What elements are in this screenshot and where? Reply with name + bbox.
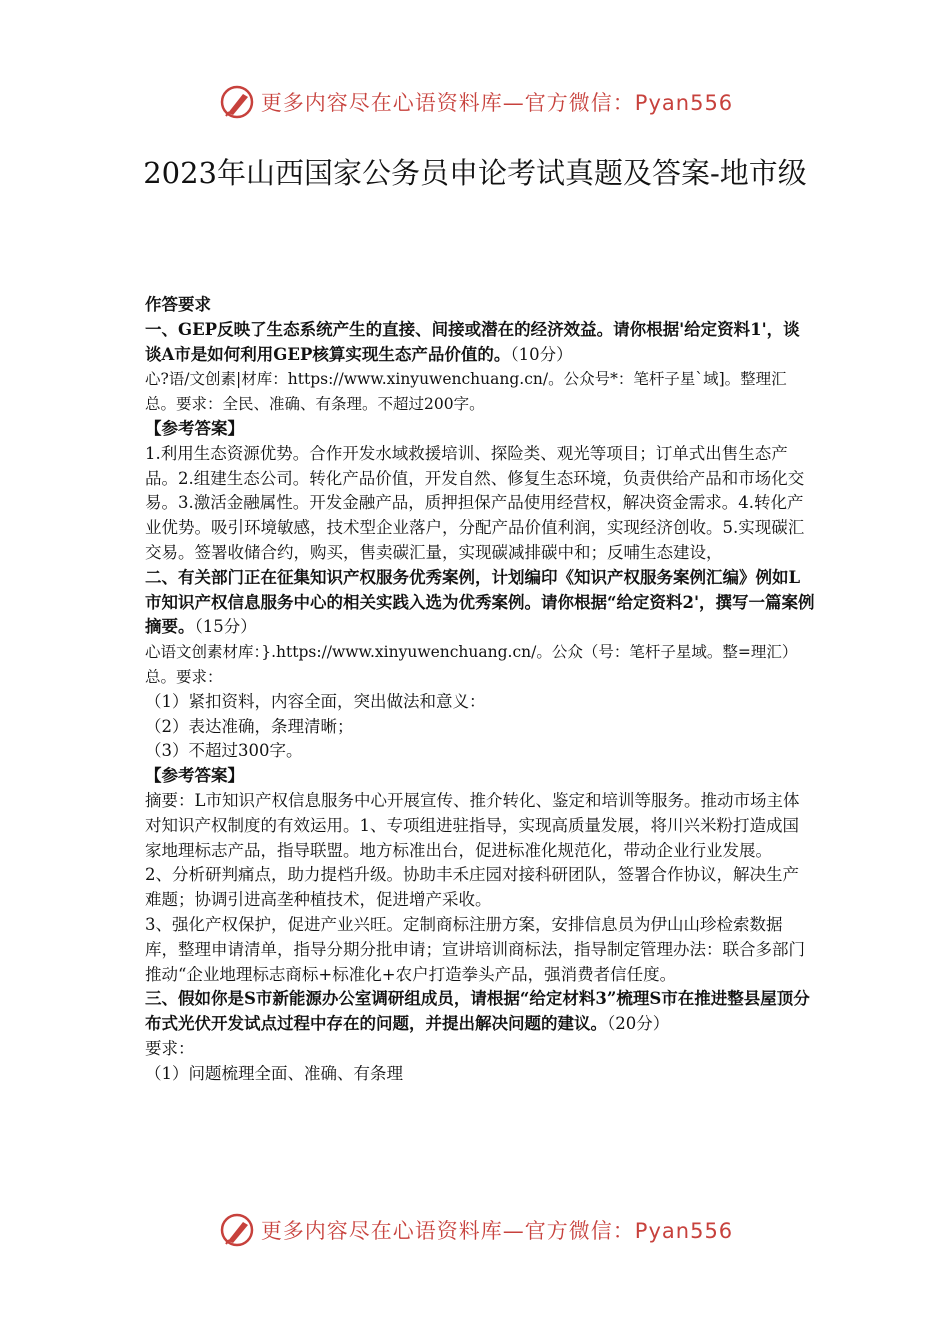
pen-nib-icon — [217, 1210, 257, 1250]
question-1-text: 一、GEP反映了生态系统产生的直接、间接或潜在的经济效益。请你根据'给定资料1'，谈谈A市是如何利用GEP核算实现生态产品价值的。 — [145, 319, 800, 364]
question-2-req-2: （2）表达准确，条理清晰； — [145, 716, 354, 736]
document-body — [145, 293, 815, 1087]
answer-2-para-2: 2、分析研判痛点，助力提档升级。协助丰禾庄园对接科研团队，签署合作协议，解决生产难题；协调引进高垄种植技术，促进增产采收。 — [145, 865, 799, 910]
pen-nib-icon — [217, 82, 257, 122]
banner-text: 更多内容尽在心语资料库—官方微信：Pyan556 — [260, 1219, 734, 1243]
answer-2-para-3: 3、强化产权保护，促进产业兴旺。定制商标注册方案，安排信息员为伊山山珍检索数据库，整理申请清单，指导分期分批申请；宣讲培训商标法，指导制定管理办法：联合多部门推动“企业地理标志商标+标准化+农户打造拳头产品，强消费者信任度。 — [145, 914, 805, 984]
question-3-score: （20分） — [607, 1014, 670, 1034]
page-title: 2023年山西国家公务员申论考试真题及答案-地市级 — [143, 156, 807, 190]
question-2 — [145, 566, 815, 640]
question-2-score: （15分） — [194, 617, 257, 637]
answer-2-para-1: 摘要：L市知识产权信息服务中心开展宣传、推介转化、鉴定和培训等服务。推动市场主体对知识产权制度的有效运用。1、专项组进驻指导，实现高质量发展，将川兴米粉打造成国家地理标志产品，指导联盟。地方标准出台，促进标准化规范化，带动企业行业发展。 — [145, 790, 800, 860]
question-3 — [145, 987, 815, 1037]
question-1-note: 心?语/文创素|材库：https://www.xinyuwenchuang.cn/。公众号*：笔杆子星`域]。整理汇总。要求：全民、准确、有条理。不超过200字。 — [145, 370, 787, 414]
requirements-heading: 作答要求 — [145, 295, 211, 314]
answer-1-label: 【参考答案】 — [145, 418, 244, 438]
question-3-text: 三、假如你是S市新能源办公室调研组成员，请根据“给定材料3”梳理S市在推进整县屋顶分布式光伏开发试点过程中存在的问题，并提出解决问题的建议。 — [145, 989, 810, 1034]
question-2-req-3: （3）不超过300字。 — [145, 741, 303, 761]
question-1-score: （10分） — [510, 344, 573, 364]
question-2-note: 心语文创素材库：}.https://www.xinyuwenchuang.cn/。公众（号：笔杆子星域。整=理汇）总。要求： — [145, 643, 798, 686]
banner-text: 更多内容尽在心语资料库—官方微信：Pyan556 — [260, 91, 734, 115]
question-2-req-1: （1）紧扣资料，内容全面，突出做法和意义： — [145, 691, 486, 711]
question-3-req-1: （1）问题梳理全面、准确、有条理 — [145, 1063, 403, 1083]
answer-2-label: 【参考答案】 — [145, 766, 244, 786]
answer-1-text: 1.利用生态资源优势。合作开发水域救援培训、探险类、观光等项目；订单式出售生态产品。2.组建生态公司。转化产品价值，开发自然、修复生态环境，负责供给产品和市场化交易。3.激活金融属性。开发金融产品，质押担保产品使用经营权，解决资金需求。4.转化产业优势。吸引环境敏感，技术型企业落户，分配产品价值利润，实现经济创收。5.实现碳汇交易。签署收储合约，购买，售卖碳汇量，实现碳减排碳中和；反哺生态建设， — [145, 443, 805, 562]
question-1 — [145, 318, 815, 368]
question-2-text: 二、有关部门正在征集知识产权服务优秀案例，计划编印《知识产权服务案例汇编》例如L市知识产权信息服务中心的相关实践入选为优秀案例。请你根据“给定资料2'，撰写一篇案例摘要。 — [145, 567, 815, 637]
question-3-req-label: 要求： — [145, 1038, 195, 1058]
footer-banner — [0, 1210, 950, 1250]
header-banner — [0, 82, 950, 122]
